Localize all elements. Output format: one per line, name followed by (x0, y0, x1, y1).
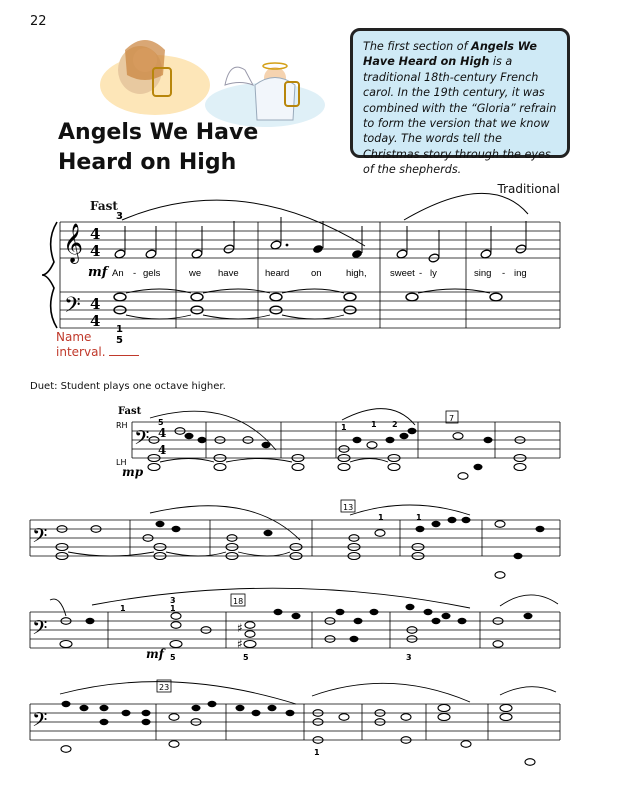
lyric-4: have (218, 268, 239, 279)
student-treble-staff (60, 222, 560, 258)
name-label: Name (56, 330, 92, 344)
duet-dynamic-mp: mp (122, 465, 144, 479)
page-number: 22 (30, 14, 47, 29)
duet-time-signature (158, 426, 166, 457)
lyric-9: - (419, 268, 423, 279)
student-bass-staff (60, 292, 560, 328)
bass-clef-icon: 𝄢 (32, 708, 48, 736)
lyric-12: - (502, 268, 506, 279)
duet-filled-notes-3 (86, 604, 533, 642)
grand-staff-brace (42, 222, 57, 328)
bass-clef-icon: 𝄢 (32, 524, 48, 552)
student-treble-filled-notes (286, 244, 363, 259)
lyric-8: sweet (390, 268, 415, 279)
duet-system-1 (116, 406, 560, 479)
duet-tempo: Fast (118, 406, 142, 417)
time-signature-treble (90, 225, 100, 260)
duet-fingering: 5 (243, 653, 249, 662)
svg-text:4: 4 (90, 295, 101, 313)
treble-clef-icon: 𝄞 (63, 223, 84, 263)
duet-system-2 (30, 500, 560, 578)
duet-fingering: 2 (392, 420, 398, 429)
duet-fingering: 1 (120, 604, 126, 613)
info-text-2: is a traditional 18th-century French carol. In the 19th century, it was combined with the “Gloria” refrain to form the version that we know today. The words tell the Christmas story through the eyes of the shepherds. (363, 55, 557, 177)
measure-number: 7 (449, 414, 455, 423)
lyric-5: heard (265, 268, 290, 279)
song-title-line-2: Heard on High (58, 150, 237, 175)
lyric-3: we (189, 268, 202, 279)
duet-system-3 (30, 588, 560, 662)
interval-label: interval. (56, 345, 106, 359)
duet-fingering: 1 (378, 513, 384, 522)
lh-label: LH (116, 458, 127, 467)
lyric-1: - (133, 268, 137, 279)
measure-number: 13 (343, 503, 354, 512)
duet-fingering: 3 (170, 596, 176, 605)
info-bold-title: Angels We Have Heard on High (363, 40, 537, 69)
duet-fingering: 3 (406, 653, 412, 662)
bass-clef-icon: 𝄢 (32, 616, 48, 644)
lyric-10: ly (430, 268, 437, 279)
student-slurs (122, 193, 528, 246)
duet-system-4 (30, 680, 560, 765)
duet-dynamic-mf: mf (146, 647, 164, 661)
lyric-13: ing (514, 268, 527, 279)
duet-fingering: 1 (341, 423, 347, 432)
lyric-0: An (112, 268, 124, 279)
bass-clef-icon: 𝄢 (64, 293, 81, 323)
fingering-bottom-1: 1 (116, 324, 123, 335)
lyric-7: high, (346, 268, 367, 279)
fingering-top: 3 (116, 211, 123, 222)
svg-text:4: 4 (158, 443, 167, 457)
measure-number: 18 (233, 597, 244, 606)
svg-text:4: 4 (90, 312, 101, 330)
lyric-2: gels (143, 268, 161, 279)
duet-slurs-4 (60, 682, 556, 704)
svg-text:4: 4 (158, 426, 167, 440)
duet-notes-4 (61, 705, 535, 766)
lyric-11: sing (474, 268, 492, 279)
student-bass-chords (114, 293, 502, 314)
duet-note: Duet: Student plays one octave higher. (30, 381, 226, 392)
measure-number: 23 (159, 683, 170, 692)
svg-text:4: 4 (90, 225, 101, 243)
tempo-marking: Fast (90, 199, 118, 213)
sharp-icon: ♯ (237, 621, 243, 635)
dynamic-mf: mf (88, 265, 108, 280)
fingering-bottom-2: 5 (116, 335, 123, 346)
lyrics (112, 268, 527, 279)
song-title-line-1: Angels We Have (58, 120, 259, 145)
duet-fingering: 5 (158, 418, 164, 427)
duet-fingering: 1 (314, 748, 320, 757)
composer: Traditional (497, 182, 560, 196)
bass-clef-icon: 𝄢 (134, 426, 150, 454)
sharp-icon: ♯ (237, 637, 243, 651)
info-text-1: The first section of (363, 40, 472, 53)
time-signature-bass (90, 295, 100, 330)
svg-text:4: 4 (90, 242, 101, 260)
lyric-6: on (311, 268, 322, 279)
duet-fingering: 1 (170, 604, 176, 613)
duet-notes-1 (148, 428, 526, 480)
duet-fingering: 1 (416, 513, 422, 522)
student-bass-ties (126, 289, 490, 319)
rh-label: RH (116, 421, 128, 430)
duet-fingering: 5 (170, 653, 176, 662)
duet-fingering: 1 (371, 420, 377, 429)
